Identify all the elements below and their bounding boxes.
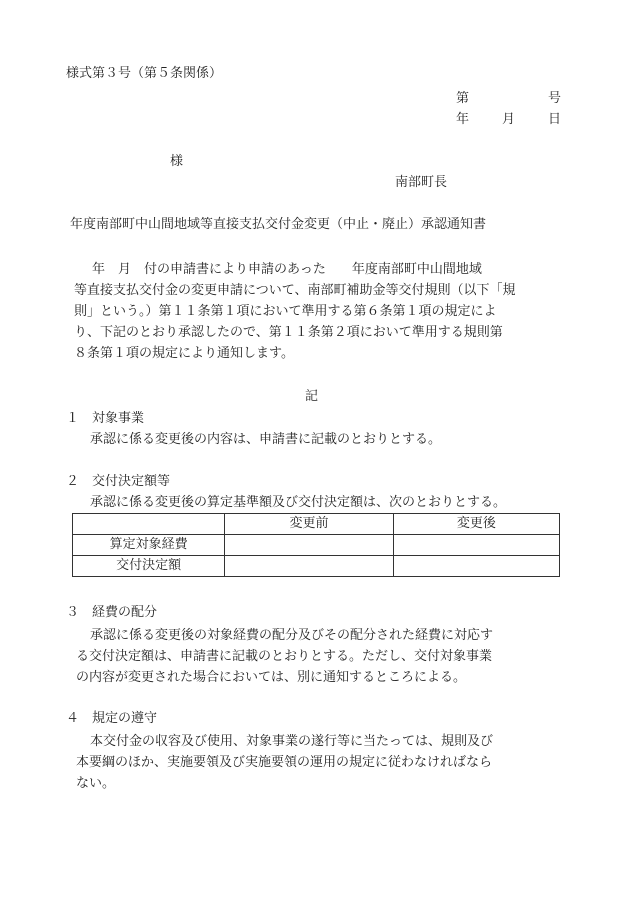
body-line: ８条第１項の規定により通知します。 <box>74 346 294 361</box>
section-4-heading: ４ 規定の遵守 <box>66 711 158 726</box>
section-3-line: る交付決定額は、申請書に記載のとおりとする。ただし、交付対象事業 <box>76 649 493 664</box>
section-1-text: 承認に係る変更後の内容は、申請書に記載のとおりとする。 <box>90 432 442 447</box>
table-header-cell: 変更前 <box>225 514 393 535</box>
table-row <box>73 556 560 577</box>
table-header-cell <box>73 514 225 535</box>
body-line: り、下記のとおり承認したので、第１１条第２項において準用する規則第 <box>74 325 503 340</box>
section-3-paragraph <box>76 625 562 688</box>
table-cell <box>225 535 393 556</box>
section-4-line: 本要綱のほか、実施要領及び実施要領の運用の規定に従わなければなら <box>76 755 493 770</box>
body-line: 等直接支払交付金の変更申請について、南部町補助金等交付規則（以下「規 <box>74 283 516 298</box>
table-cell <box>225 556 393 577</box>
table-cell <box>393 556 559 577</box>
section-2-text: 承認に係る変更後の算定基準額及び交付決定額は、次のとおりとする。 <box>90 495 507 510</box>
section-3-line: の内容が変更された場合においては、別に通知するところによる。 <box>76 670 467 685</box>
ki-marker: 記 <box>305 389 319 404</box>
body-line: 年 月 付の申請書により申請のあった 年度南部町中山間地域 <box>92 262 482 277</box>
table-header-cell: 変更後 <box>393 514 559 535</box>
doc-number-suffix: 号 <box>548 91 562 106</box>
doc-number-prefix: 第 <box>456 91 470 106</box>
addressee-suffix: 様 <box>170 154 184 169</box>
section-4-line: ない。 <box>76 776 116 791</box>
section-4-line: 本交付金の収容及び使用、対象事業の遂行等に当たっては、規則及び <box>90 734 494 749</box>
amount-table <box>72 513 560 577</box>
section-4-paragraph <box>76 731 562 794</box>
table-row <box>73 535 560 556</box>
table-cell-label: 算定対象経費 <box>73 535 225 556</box>
form-number: 様式第３号（第５条関係） <box>66 66 223 81</box>
date-year-label: 年 <box>456 112 470 127</box>
date-month-label: 月 <box>502 112 516 127</box>
section-2-heading: ２ 交付決定額等 <box>66 474 171 489</box>
document-title: 年度南部町中山間地域等直接支払交付金変更（中止・廃止）承認通知書 <box>70 217 487 232</box>
section-3-line: 承認に係る変更後の対象経費の配分及びその配分された経費に対応す <box>90 628 494 643</box>
table-cell-label: 交付決定額 <box>73 556 225 577</box>
table-header-row <box>73 514 560 535</box>
section-3-heading: ３ 経費の配分 <box>66 605 158 620</box>
body-line: 則」という。）第１１条第１項において準用する第６条第１項の規定によ <box>74 304 497 319</box>
table-cell <box>393 535 559 556</box>
body-paragraph <box>74 259 560 364</box>
date-day-label: 日 <box>548 112 562 127</box>
section-1-heading: １ 対象事業 <box>66 411 145 426</box>
issuer-name: 南部町長 <box>395 175 448 190</box>
